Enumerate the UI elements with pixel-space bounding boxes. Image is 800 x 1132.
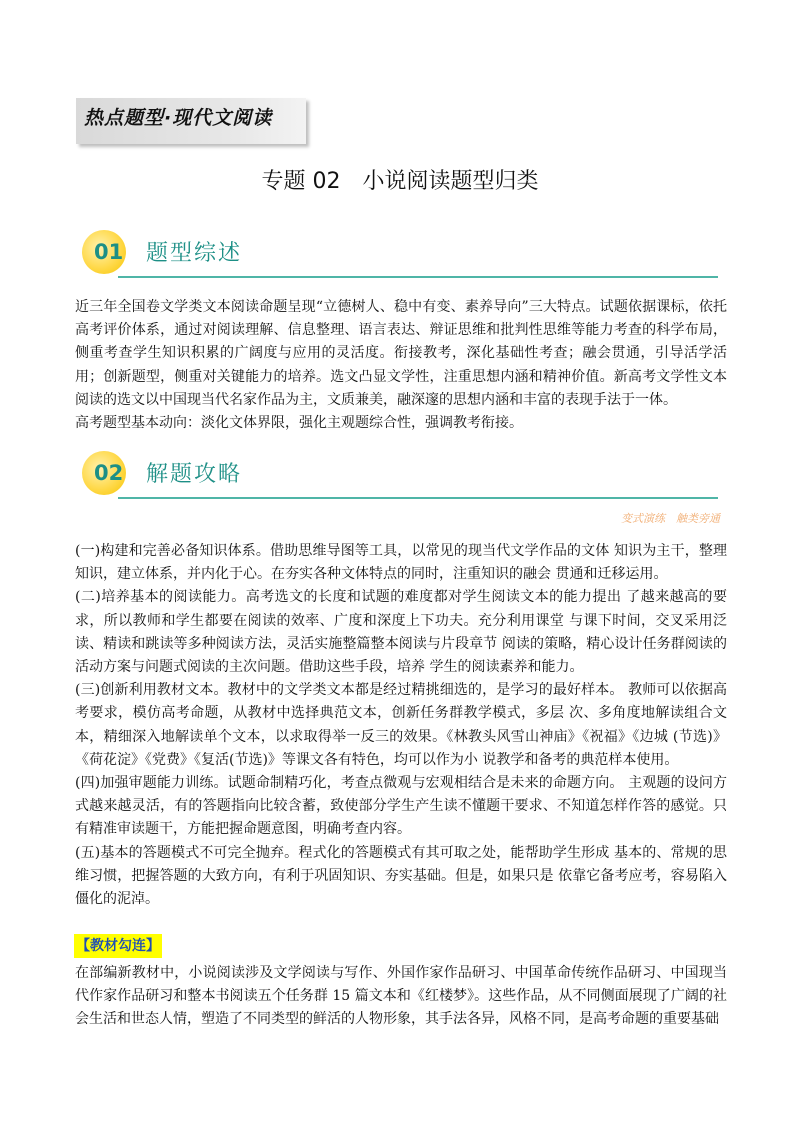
section-title: 解题攻略 [146, 462, 243, 487]
textbook-link-label: 【教材勾连】 [74, 934, 162, 958]
textbook-link-paragraph: 在部编新教材中，小说阅读涉及文学阅读与写作、外国作家作品研习、中国革命传统作品研习、中国现当代作家作品研习和整本书阅读五个任务群 15 篇文本和《红楼梦》。这些作品，从不同侧面展现了广阔的社会生活和世态人情，塑造了不同类型的鲜活的人物形象，其手法各异，风格不同，是高考命题的重要基础 [75, 965, 727, 1028]
strategy-paragraph: (五)基本的答题模式不可完全抛弃。程式化的答题模式有其可取之处，能帮助学生形成 基本的、常规的思维习惯，把握答题的大致方向，有利于巩固知识、夯实基础。但是，如果只是 依靠它备考应考，容易陷入僵化的泥淖。 [75, 844, 727, 908]
strategy-paragraph: (三)创新利用教材文本。教材中的文学类文本都是经过精挑细选的，是学习的最好样本。 教师可以依据高考要求，模仿高考命题，从教材中选择典范文本，创新任务群教学模式，多层 次、多角度地解读组合文本，精细深入地解读单个文本，以求取得举一反三的效果。《林教头风雪山神庙》《祝福》《边城 (节选)》《荷花淀》《党费》《复活(节选)》等课文各有特色，均可以作为小 说教学和备考的典范样本使用。 [75, 682, 727, 768]
section-number: 02 [94, 461, 124, 485]
overview-paragraph: 近三年全国卷文学类文本阅读命题呈现“立德树人、稳中有变、素养导向”三大特点。试题依据课标，依托高考评价体系，通过对阅读理解、信息整理、语言表达、辩证思维和批判性思维等能力考查的科学布局，侧重考查学生知识积累的广阔度与应用的灵活度。衔接教考，深化基础性考查；融会贯通，引导活学活用；创新题型，侧重对关键能力的培养。选文凸显文学性，注重思想内涵和精神价值。新高考文学性文本阅读的选文以中国现当代名家作品为主，文质兼美，融深邃的思想内涵和丰富的表现手法于一体。 [75, 299, 727, 408]
strategy-paragraph: (四)加强审题能力训练。试题命制精巧化，考查点微观与宏观相结合是未来的命题方向。 主观题的设问方式越来越灵活，有的答题指向比较含蓄，致使部分学生产生读不懂题干要求、不知道怎样作答的感觉。只有精准审读题干，方能把握命题意图，明确考查内容。 [75, 775, 727, 838]
overview-text [75, 296, 727, 435]
strategy-paragraph: (一)构建和完善必备知识体系。借助思维导图等工具，以常见的现当代文学作品的文体 知识为主干，整理知识，建立体系，并内化于心。在夯实各种文体特点的同时，注重知识的融会 贯通和迁移运用。 [75, 543, 727, 583]
strategy-paragraph: (二)培养基本的阅读能力。高考选文的长度和试题的难度都对学生阅读文本的能力提出 了越来越高的要求，所以教师和学生都要在阅读的效率、广度和深度上下功夫。充分利用课堂 与课下时间，交叉采用泛读、精读和跳读等多种阅读方法，灵活实施整篇整本阅读与片段章节 阅读的策略，精心设计任务群阅读的活动方案与问题式阅读的主次问题。借助这些手段，培养 学生的阅读素养和能力。 [75, 589, 727, 676]
overview-paragraph: 高考题型基本动向：淡化文体界限，强化主观题综合性，强调教考衔接。 [75, 415, 523, 432]
strategy-text [75, 540, 727, 911]
banner-text: 热点题型·现代文阅读 [84, 107, 273, 129]
section-number: 01 [94, 240, 124, 264]
section-title: 题型综述 [146, 241, 243, 266]
textbook-link-text [75, 962, 727, 1032]
document-title: 专题 02 小说阅读题型归类 [261, 169, 539, 194]
section-divider [118, 276, 718, 278]
section-header-strategy [78, 449, 718, 499]
topic-banner [76, 98, 306, 144]
section-divider [118, 497, 718, 499]
section-tagline: 变式演练 触类旁通 [621, 512, 720, 525]
section-header-overview [78, 228, 718, 278]
